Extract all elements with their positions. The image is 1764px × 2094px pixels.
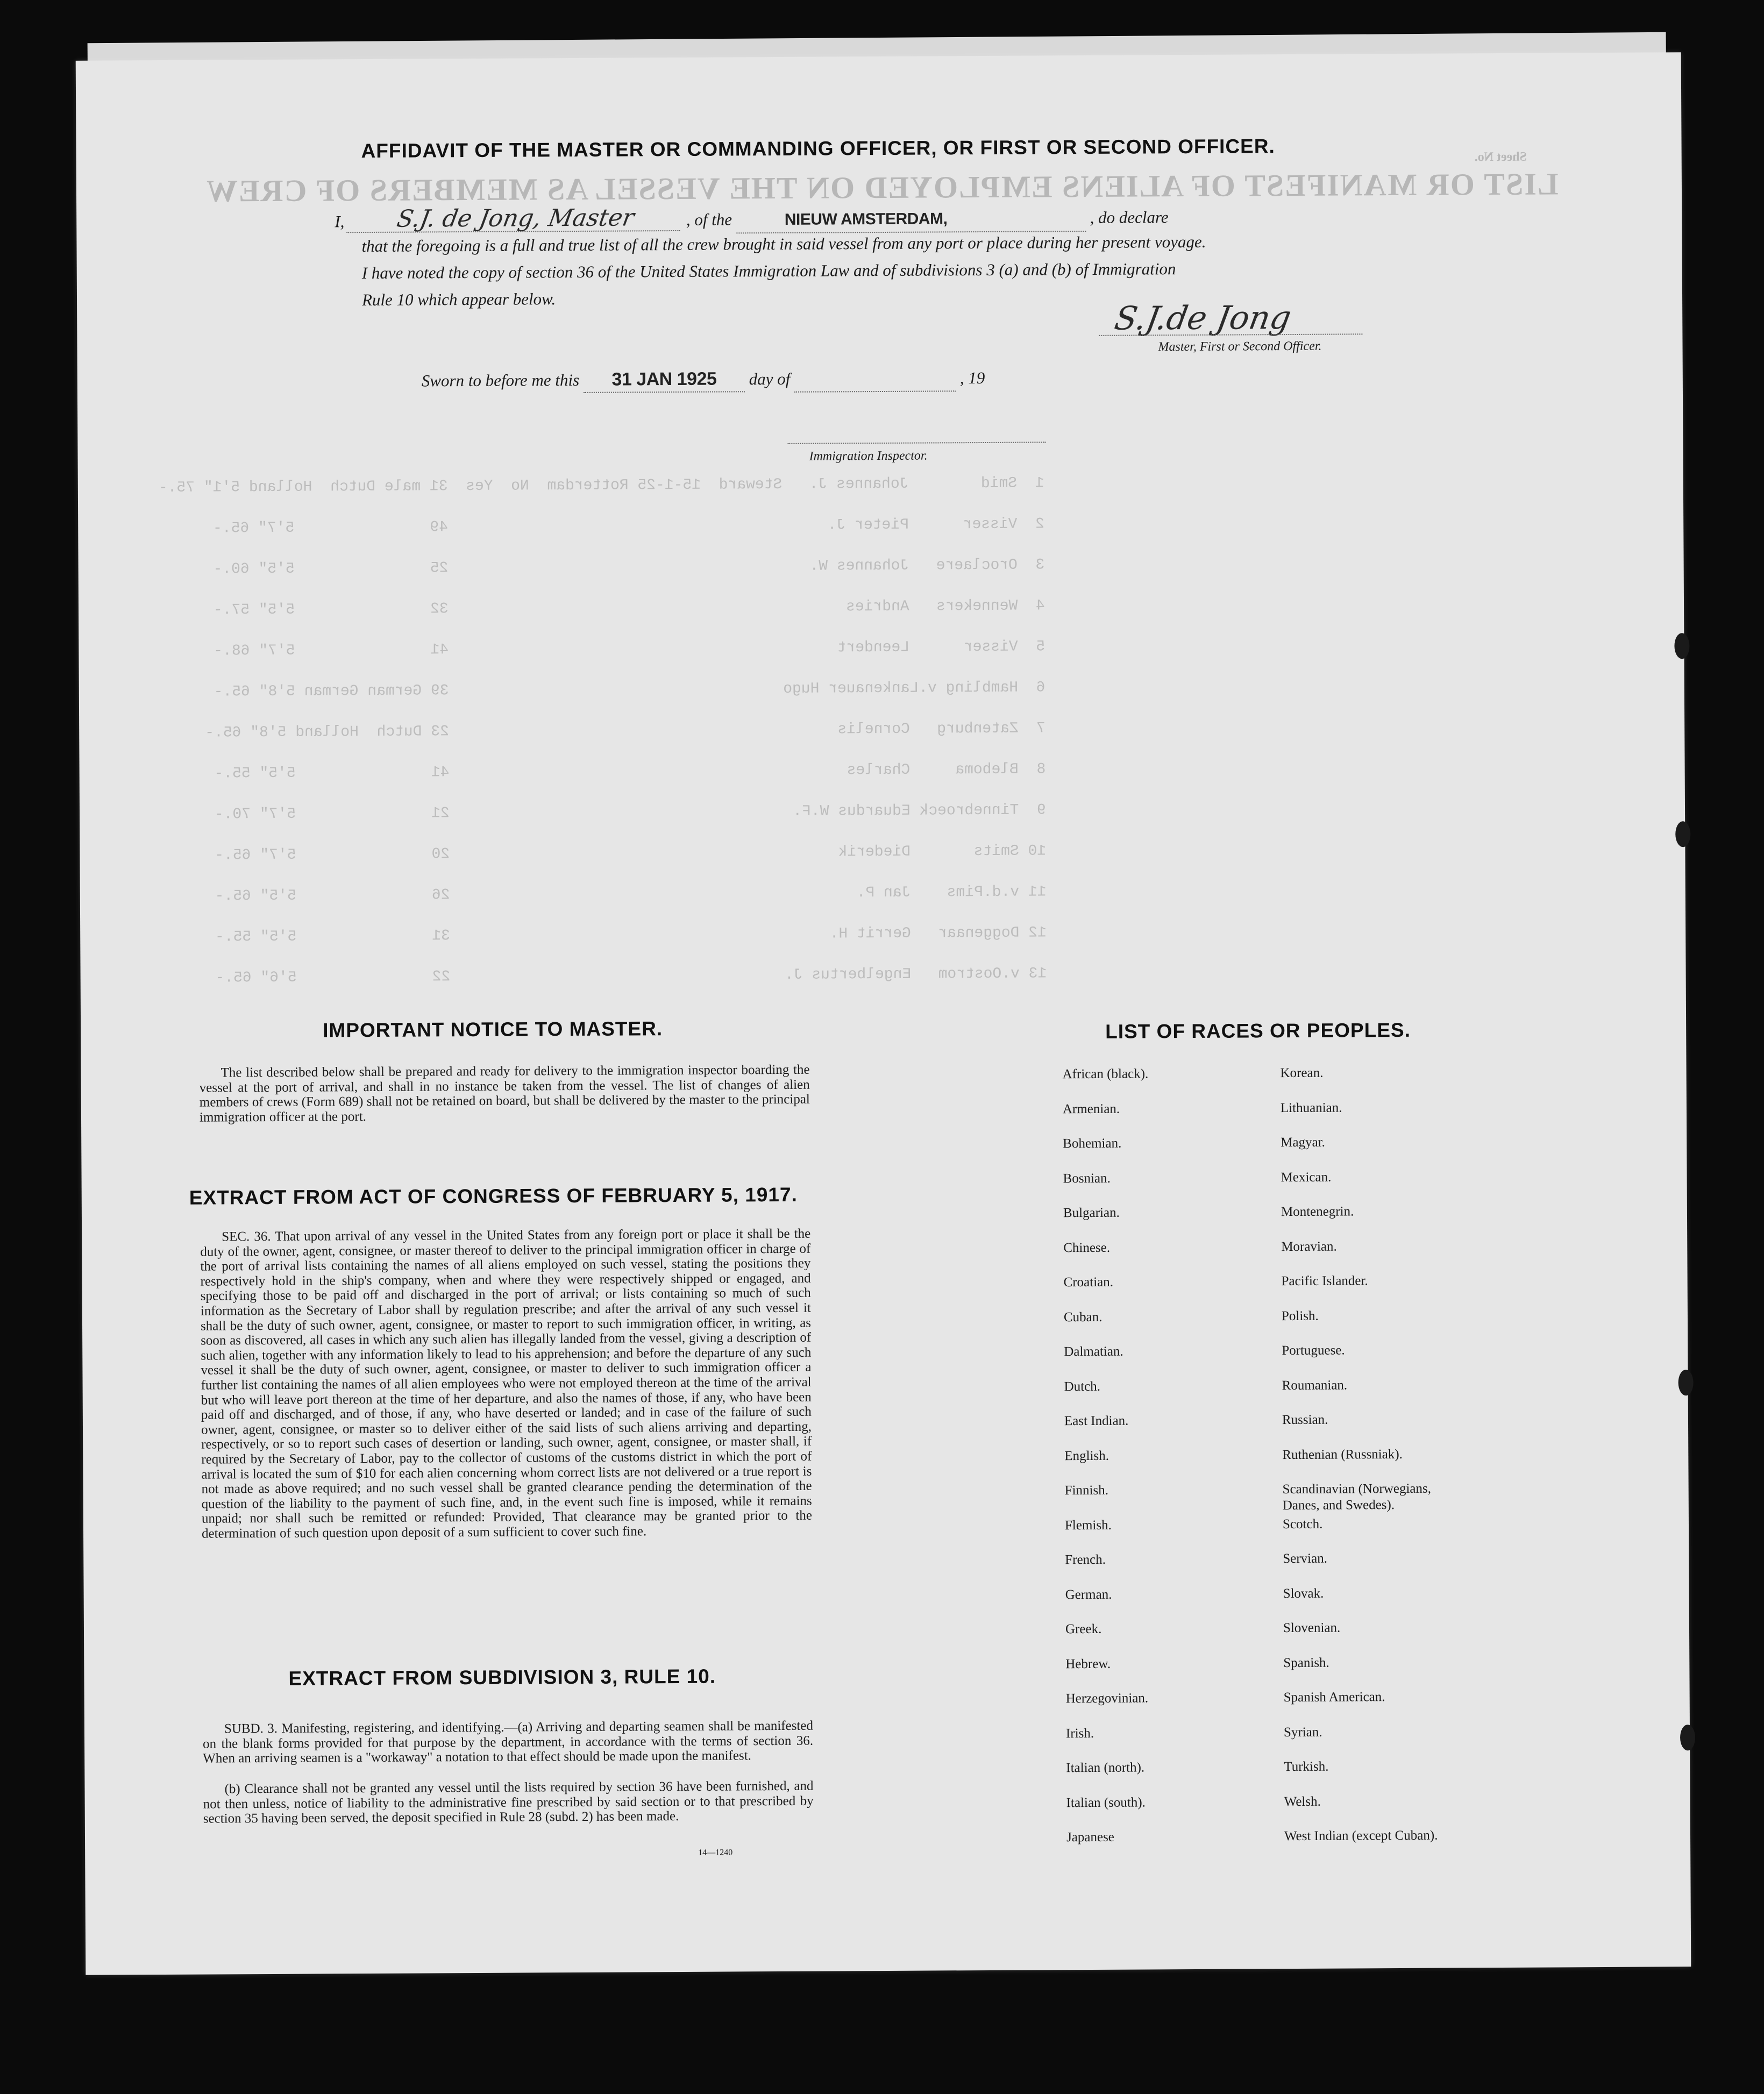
race-item: English. — [1064, 1448, 1109, 1463]
sworn-line — [422, 365, 1121, 395]
race-item: Scotch. — [1282, 1516, 1323, 1532]
race-item: Greek. — [1065, 1621, 1102, 1637]
race-item: Ruthenian (Russniak). — [1282, 1447, 1403, 1462]
inspector-caption: Immigration Inspector. — [809, 448, 928, 464]
race-item: Russian. — [1282, 1412, 1328, 1428]
race-item: Lithuanian. — [1280, 1100, 1342, 1115]
race-item: German. — [1065, 1587, 1112, 1602]
form-number: 14—1240 — [698, 1848, 733, 1857]
race-item: Syrian. — [1283, 1725, 1322, 1740]
show-through-row: 7 Zatenburg Cornelis 23 Dutch Holland 5'8" 65.- — [205, 720, 1045, 742]
race-item: African (black). — [1062, 1066, 1149, 1082]
punch-hole — [1675, 821, 1690, 847]
race-item: Mexican. — [1281, 1170, 1332, 1185]
race-item: Spanish. — [1283, 1655, 1329, 1670]
race-item: Servian. — [1283, 1551, 1328, 1566]
race-item: Dalmatian. — [1064, 1344, 1123, 1359]
punch-hole — [1678, 1370, 1693, 1395]
show-through-row: 8 Bleboma Charles 41 5'5" 55.- — [214, 761, 1046, 782]
extract-act-title: EXTRACT FROM ACT OF CONGRESS OF FEBRUARY 5, 1917. — [189, 1183, 798, 1209]
show-through-row: 2 Visser Pieter J. 49 5'7" 65.- — [212, 516, 1044, 537]
show-through-rows — [159, 475, 1047, 1011]
affidavit-line-4: Rule 10 which appear below. — [361, 289, 556, 310]
race-item: Welsh. — [1284, 1794, 1321, 1809]
affidavit-title: AFFIDAVIT OF THE MASTER OR COMMANDING OFFICER, OR FIRST OR SECOND OFFICER. — [361, 135, 1275, 162]
race-item: Slovak. — [1283, 1586, 1324, 1601]
race-item: Herzegovinian. — [1065, 1691, 1149, 1706]
show-through-row: 6 Hambling v.Lankenauer Hugo 39 German German 5'8" 65.- — [214, 679, 1045, 701]
sworn-date-stamp: 31 JAN 1925 — [584, 366, 745, 393]
race-item: Finnish. — [1064, 1483, 1108, 1498]
race-item: Bosnian. — [1063, 1171, 1111, 1186]
race-item: Slovenian. — [1283, 1620, 1341, 1636]
signature-caption: Master, First or Second Officer. — [1158, 339, 1322, 354]
punch-hole — [1680, 1725, 1695, 1750]
race-item: Moravian. — [1281, 1239, 1337, 1254]
race-item: Polish. — [1281, 1308, 1319, 1323]
affidavit-line-3: I have noted the copy of section 36 of the United States Immigration Law and of subdivisions 3 (a) and (b) of Immigration — [361, 259, 1176, 283]
race-item: Italian (north). — [1066, 1760, 1145, 1776]
race-item: Pacific Islander. — [1281, 1273, 1368, 1289]
master-name: S.J. de Jong, Master — [346, 205, 684, 233]
race-item: Bulgarian. — [1063, 1205, 1120, 1221]
race-item: Roumanian. — [1282, 1377, 1348, 1393]
race-item: Spanish American. — [1283, 1690, 1385, 1705]
show-through-row: 11 v.d.Pims Jan P. 26 5'5" 65.- — [215, 884, 1047, 905]
affidavit-i: I, — [335, 212, 345, 231]
notice-title: IMPORTANT NOTICE TO MASTER. — [323, 1017, 663, 1042]
race-item: Danes, and Swedes). — [1282, 1498, 1395, 1513]
master-signature: S.J.de Jong — [1112, 298, 1294, 338]
show-through-row: 12 Doggenaar Gerrit H. 31 5'5" 55.- — [215, 924, 1047, 946]
show-through-row: 5 Visser Leendert 41 5'7" 68.- — [214, 638, 1045, 660]
extract-rule-text-b: (b) Clearance shall not be granted any vessel until the lists required by section 36 have been furnished, and not then unless, notice of liability to the administrative fine prescribed by said section or to that prescribed by section 35 having been served, the deposit specified in Rule 28 (subd. 2) has been made. — [203, 1778, 814, 1826]
day-of: day of — [749, 369, 791, 389]
show-through-row: 10 Smits Diederik 20 5'7" 65.- — [215, 843, 1047, 864]
show-through-row: 4 Wennekers Andries 32 5'5" 57.- — [213, 597, 1045, 619]
race-item: French. — [1065, 1552, 1106, 1568]
show-through-header: LIST OR MANIFEST OF ALIENS EMPLOYED ON THE VESSEL AS MEMBERS OF CREW — [205, 166, 1559, 209]
race-item: Portuguese. — [1282, 1343, 1345, 1358]
race-item: Hebrew. — [1065, 1656, 1111, 1671]
race-item: Japanese — [1066, 1829, 1114, 1845]
show-through-row: 1 Smid Johannes J. Steward 15-1-25 Rotterdam No Yes 31 male Dutch Holland 5'1" 75.- — [158, 475, 1044, 497]
vessel-name: NIEUW AMSTERDAM, — [736, 206, 1086, 233]
manifest-page — [76, 52, 1691, 1975]
race-item: Chinese. — [1063, 1240, 1111, 1255]
extract-act-text: SEC. 36. That upon arrival of any vessel in the United States from any foreign port or place it shall be the duty of the owner, agent, consignee, or master thereof to deliver to the principal immigration officer in charge of the port of arrival lists containing the names of all aliens employed on such vessel, stating the positions they respectively hold in the ship's company, when and where they were respectively shipped or engaged, and specifying those to be paid off and discharged in the port of arrival; or lists containing so much of such information as the Secretary of Labor shall by regulation prescribe; and after the arrival of any such vessel it shall be the duty of such owner, agent, consignee, or master to report to such immigration officer, in writing, as soon as discovered, all cases in which any such alien has illegally landed from the vessel, giving a description of such alien, together with any information likely to lead to his apprehension; and before the departure of any such vessel it shall be the duty of such owner, agent, consignee, or master to deliver to such immigration officer a further list containing the names of all alien employees who were not employed thereon at the time of the arrival but who will leave port thereon at the time of her departure, and also the names of those, if any, who have been paid off and discharged, and of those, if any, who have deserted or landed; and in case of the failure of such owner, agent, consignee, or master so to deliver either of the said lists of such aliens arriving and departing, respectively, or so to report such cases of desertion or landing, such owner, agent, consignee, or master shall, if required by the Secretary of Labor, pay to the collector of customs of the customs district in which the port of arrival is located the sum of $10 for each alien concerning whom correct lists are not delivered or a true report is not made as above required; and no such vessel shall be granted clearance pending the determination of the question of the liability to the payment of such fine, and, in the event such fine is imposed, while it remains unpaid; nor shall such be remitted or refunded: Provided, That clearance may be granted prior to the determination of such question upon deposit of a sum sufficient to cover such fine. — [200, 1226, 812, 1541]
affidavit-of-the: , of the — [686, 210, 732, 229]
race-item: Irish. — [1065, 1726, 1094, 1741]
show-through-row: 9 Tinnebroeck Eduardus W.F. 21 5'7" 70.- — [214, 802, 1046, 823]
races-title: LIST OF RACES OR PEOPLES. — [1105, 1018, 1411, 1043]
day-of-blank — [794, 366, 956, 393]
race-item: Scandinavian (Norwegians, — [1282, 1481, 1432, 1497]
race-item: Korean. — [1280, 1065, 1324, 1081]
race-item: Flemish. — [1064, 1518, 1112, 1533]
affidavit-do-declare: , do declare — [1090, 208, 1169, 227]
race-item: West Indian (except Cuban). — [1284, 1828, 1438, 1844]
year-prefix: , 19 — [959, 368, 985, 388]
sheet-number-ghost: Sheet No. — [1474, 149, 1527, 165]
race-item: Bohemian. — [1063, 1136, 1122, 1151]
race-item: Croatian. — [1063, 1274, 1114, 1290]
race-item: Cuban. — [1063, 1309, 1102, 1324]
race-item: Montenegrin. — [1281, 1204, 1354, 1220]
race-item: Dutch. — [1064, 1379, 1101, 1394]
race-item: Armenian. — [1062, 1101, 1120, 1116]
race-item: East Indian. — [1064, 1413, 1129, 1429]
race-item: Italian (south). — [1066, 1794, 1146, 1810]
affidavit-line-2: that the foregoing is a full and true list of all the crew brought in said vessel from any port or place during her present voyage. — [361, 232, 1206, 256]
race-item: Magyar. — [1281, 1135, 1325, 1150]
race-item: Turkish. — [1284, 1759, 1329, 1775]
sworn-before: Sworn to before me this — [421, 370, 580, 390]
notice-text: The list described below shall be prepared and ready for delivery to the immigration inspector boarding the vessel at the port of arrival, and shall in no instance be taken from the vessel. The list of changes of alien members of crews (Form 689) shall not be retained on board, but shall be delivered by the master to the principal immigration officer at the port. — [199, 1062, 810, 1125]
show-through-row: 3 Oroclaere Johannes W. 25 5'5" 60.- — [213, 557, 1045, 578]
punch-hole — [1674, 633, 1689, 659]
extract-rule-text-a: SUBD. 3. Manifesting, registering, and identifying.—(a) Arriving and departing seamen shall be manifested on the blank forms provided for that purpose by the department, in accordance with the terms of section 36. When an arriving seamen is a "workaway" a notation to that effect should be made upon the manifest. — [203, 1718, 814, 1766]
show-through-row: 13 v.Oostrom Engelbertus J. 22 5'6" 65.- — [215, 965, 1047, 987]
extract-rule-title: EXTRACT FROM SUBDIVISION 3, RULE 10. — [288, 1665, 716, 1690]
